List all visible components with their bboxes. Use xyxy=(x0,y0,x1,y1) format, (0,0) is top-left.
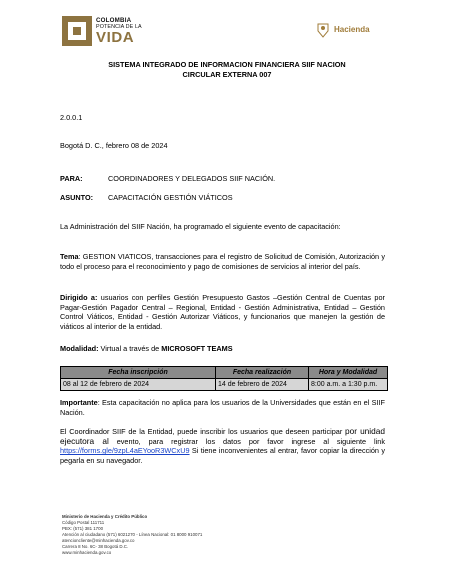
table-row xyxy=(61,379,388,391)
table-header-row xyxy=(61,367,388,379)
circular-number: CIRCULAR EXTERNA 007 xyxy=(182,70,272,79)
modalidad-text: Virtual a través de xyxy=(98,344,162,353)
logo-country: COLOMBIA xyxy=(96,17,132,24)
modalidad-line xyxy=(60,344,233,354)
asunto-row xyxy=(60,193,233,203)
logo-tagline: POTENCIA DE LA xyxy=(96,24,142,30)
dirigido-label: Dirigido a: xyxy=(60,293,98,302)
footer-website: www.minhacienda.gov.co xyxy=(62,550,112,555)
table-cell: 08 al 12 de febrero de 2024 xyxy=(61,379,216,391)
footer-address: Carrera 8 No. 6C- 38 Bogotá D.C. xyxy=(62,544,129,549)
para-row xyxy=(60,174,276,184)
document-title: SISTEMA INTEGRADO DE INFORMACION FINANCIERA SIIF NACION xyxy=(108,60,346,69)
coat-of-arms-icon xyxy=(316,22,330,38)
para-value: COORDINADORES Y DELEGADOS SIIF NACIÓN. xyxy=(108,174,276,183)
importante-text: : Esta capacitación no aplica para los usuarios de la Universidades que están en el SIIF Nación. xyxy=(60,398,385,417)
table-header-cell: Fecha realización xyxy=(216,367,309,379)
colombia-logo xyxy=(62,16,162,48)
closing-paragraph xyxy=(60,427,385,465)
date-line: Bogotá D. C., febrero 08 de 2024 xyxy=(60,141,168,150)
ministry-name: Hacienda xyxy=(334,25,370,34)
schedule-table xyxy=(60,366,388,391)
para-label: PARA: xyxy=(60,174,83,183)
importante-paragraph xyxy=(60,398,385,417)
tema-text: : GESTION VIATICOS, transacciones para el registro de Solicitud de Comisión, Autorización y todo el proceso para el reconocimiento y pago de comisiones de servicios al interior del país. xyxy=(60,252,385,271)
closing-text-4: Si tiene inconvenientes al entrar, favor copiar la dirección y pegarla en su navegador. xyxy=(60,446,385,465)
tema-label: Tema xyxy=(60,252,79,261)
asunto-value: CAPACITACIÓN GESTIÓN VIÁTICOS xyxy=(108,193,233,202)
footer-block xyxy=(62,514,202,556)
table-cell: 14 de febrero de 2024 xyxy=(216,379,309,391)
closing-text-1: El Coordinador SIIF de la Entidad, puede inscribir los usuarios que deseen participar xyxy=(60,427,346,436)
hacienda-logo xyxy=(316,22,386,42)
asunto-label: ASUNTO: xyxy=(60,193,94,202)
importante-label: Importante xyxy=(60,398,98,407)
table-header-cell: Fecha inscripción xyxy=(61,367,216,379)
footer-email: atencioncliente@minhacienda.gov.co xyxy=(62,538,135,543)
logo-vida: VIDA xyxy=(96,29,135,46)
footer-attention: Atención al ciudadano (571) 6021270 - Línea Nacional: 01 8000 910071 xyxy=(62,532,203,537)
reference-number: 2.0.0.1 xyxy=(60,113,83,122)
footer-ministry: Ministerio de Hacienda y Crédito Público xyxy=(62,514,148,519)
intro-paragraph: La Administración del SIIF Nación, ha programado el siguiente evento de capacitación: xyxy=(60,222,341,231)
closing-text-2: por unidad ejecutora al xyxy=(60,426,385,446)
table-cell: 8:00 a.m. a 1:30 p.m. xyxy=(309,379,388,391)
closing-text-3: evento, para registrar los datos por favor ingrese al siguiente link xyxy=(108,436,385,446)
table-header-cell: Hora y Modalidad xyxy=(309,367,388,379)
dirigido-text: usuarios con perfiles Gestión Presupuesto Gastos –Gestión Central de Cuentas por Pagar-Gestión Pagador Central – Regional, Entidad - Gestión Administrativa, Entidad – Gestión Control Viáticos, Entidad - Gestión Autorizar Viáticos, y funcionarios que manejen la gestión de viáticos al interior de la entidad. xyxy=(60,293,385,331)
modalidad-platform: MICROSOFT TEAMS xyxy=(161,344,233,353)
registration-link[interactable]: https://forms.gle/9zpL4aEYooR3WCxU9 xyxy=(60,446,190,456)
colombia-logo-mark-icon xyxy=(62,16,92,46)
footer-pbx: PBX: (571) 381 1700 xyxy=(62,526,104,531)
footer-postal: Código Postal 111711 xyxy=(62,520,105,525)
modalidad-label: Modalidad: xyxy=(60,344,99,353)
tema-paragraph xyxy=(60,252,385,271)
dirigido-paragraph xyxy=(60,293,385,331)
